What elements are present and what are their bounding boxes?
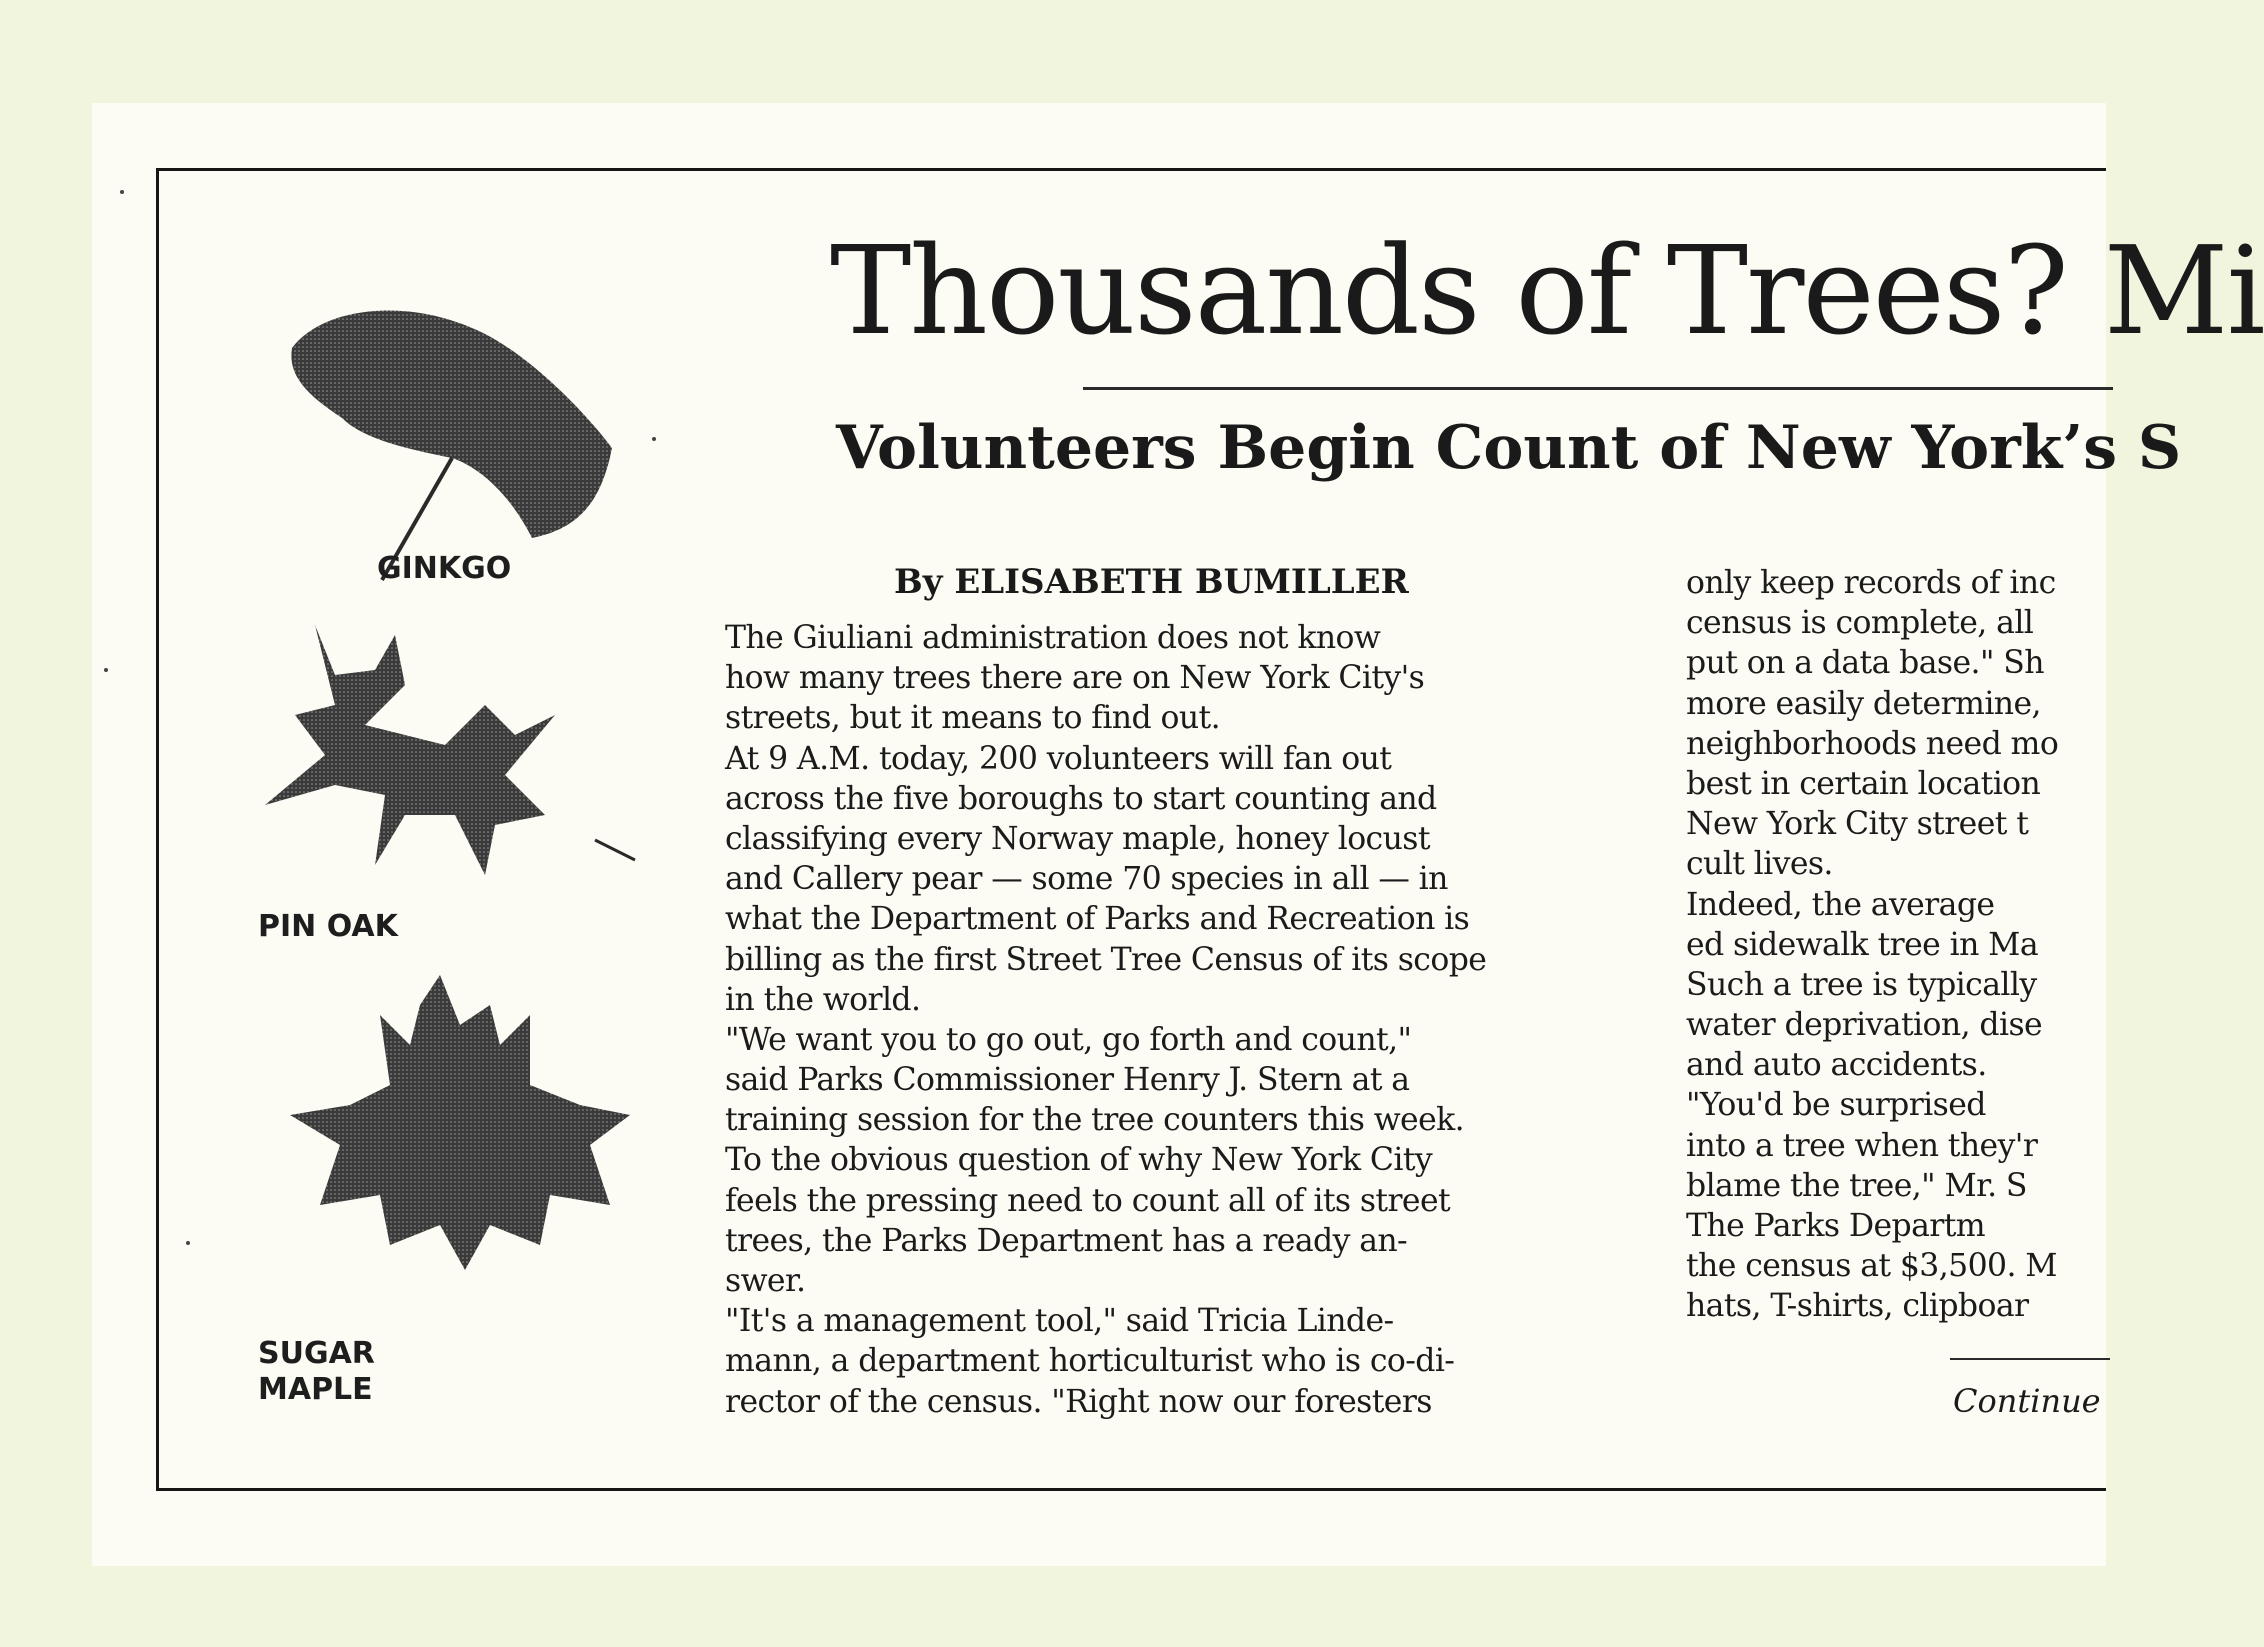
text-line: best in certain location (1686, 765, 2041, 802)
print-speck (186, 1241, 190, 1245)
text-line: trees, the Parks Department has a ready an- (725, 1222, 1408, 1259)
text-line: what the Department of Parks and Recreation is (725, 901, 1470, 938)
sugar-maple-leaf-icon (290, 965, 630, 1280)
text-line: classifying every Norway maple, honey locust (725, 820, 1430, 857)
text-line: streets, but it means to find out. (725, 700, 1220, 737)
text-line: put on a data base." Sh (1686, 645, 2044, 682)
text-line: in the world. (725, 981, 921, 1018)
headline: Thousands of Trees? Mi (830, 220, 2264, 362)
text-line: "You'd be surprised (1686, 1087, 1986, 1124)
text-line: billing as the first Street Tree Census of its scope (725, 941, 1487, 978)
byline: By ELISABETH BUMILLER (894, 562, 1409, 602)
print-speck (120, 190, 124, 194)
text-line: water deprivation, dise (1686, 1007, 2043, 1044)
continued-note: Continue (1953, 1382, 2101, 1420)
text-line: and Callery pear — some 70 species in all — in (725, 861, 1448, 898)
text-line: ed sidewalk tree in Ma (1686, 926, 2039, 963)
ginkgo-leaf-icon (282, 298, 622, 588)
text-line: The Giuliani administration does not know (725, 620, 1381, 656)
text-line: hats, T-shirts, clipboar (1686, 1288, 2029, 1325)
text-line: across the five boroughs to start counting and (725, 780, 1437, 817)
text-line: feels the pressing need to count all of its street (725, 1182, 1451, 1219)
text-line: and auto accidents. (1686, 1047, 1987, 1084)
subheadline: Volunteers Begin Count of New York’s S (836, 413, 2182, 483)
text-line: To the obvious question of why New York City (725, 1142, 1433, 1179)
leaf-label-pin-oak: PIN OAK (258, 909, 398, 944)
pin-oak-leaf-icon (255, 615, 635, 895)
text-line: census is complete, all (1686, 605, 2034, 642)
text-line: the census at $3,500. M (1686, 1248, 2057, 1285)
leaf-label-ginkgo: GINKGO (377, 551, 512, 586)
text-line: neighborhoods need mo (1686, 725, 2059, 762)
text-line: The Parks Departm (1686, 1208, 1986, 1244)
text-line: rector of the census. "Right now our foresters (725, 1383, 1432, 1420)
text-line: only keep records of inc (1686, 565, 2056, 601)
article-column-2 (1686, 563, 2058, 1327)
text-line: into a tree when they'r (1686, 1127, 2038, 1164)
article-column-1 (725, 618, 1486, 1422)
text-line: "We want you to go out, go forth and count," (725, 1021, 1412, 1058)
text-line: Indeed, the average (1686, 886, 1995, 923)
leaf-label-sugar-maple: SUGAR MAPLE (258, 1336, 375, 1407)
text-line: how many trees there are on New York City's (725, 660, 1425, 697)
text-line: cult lives. (1686, 846, 1833, 883)
text-line: mann, a department horticulturist who is co-di- (725, 1343, 1455, 1380)
text-line: said Parks Commissioner Henry J. Stern at a (725, 1062, 1410, 1099)
text-line: "It's a management tool," said Tricia Linde- (725, 1303, 1394, 1340)
continued-rule (1950, 1358, 2110, 1360)
text-line: New York City street t (1686, 806, 2029, 843)
text-line: more easily determine, (1686, 685, 2041, 722)
text-line: training session for the tree counters this week. (725, 1102, 1465, 1139)
text-line: At 9 A.M. today, 200 volunteers will fan out (725, 740, 1392, 777)
headline-rule (1083, 387, 2113, 390)
print-speck (104, 668, 108, 672)
text-line: blame the tree," Mr. S (1686, 1167, 2027, 1204)
print-speck (652, 437, 656, 441)
text-line: swer. (725, 1263, 806, 1299)
text-line: Such a tree is typically (1686, 966, 2037, 1003)
